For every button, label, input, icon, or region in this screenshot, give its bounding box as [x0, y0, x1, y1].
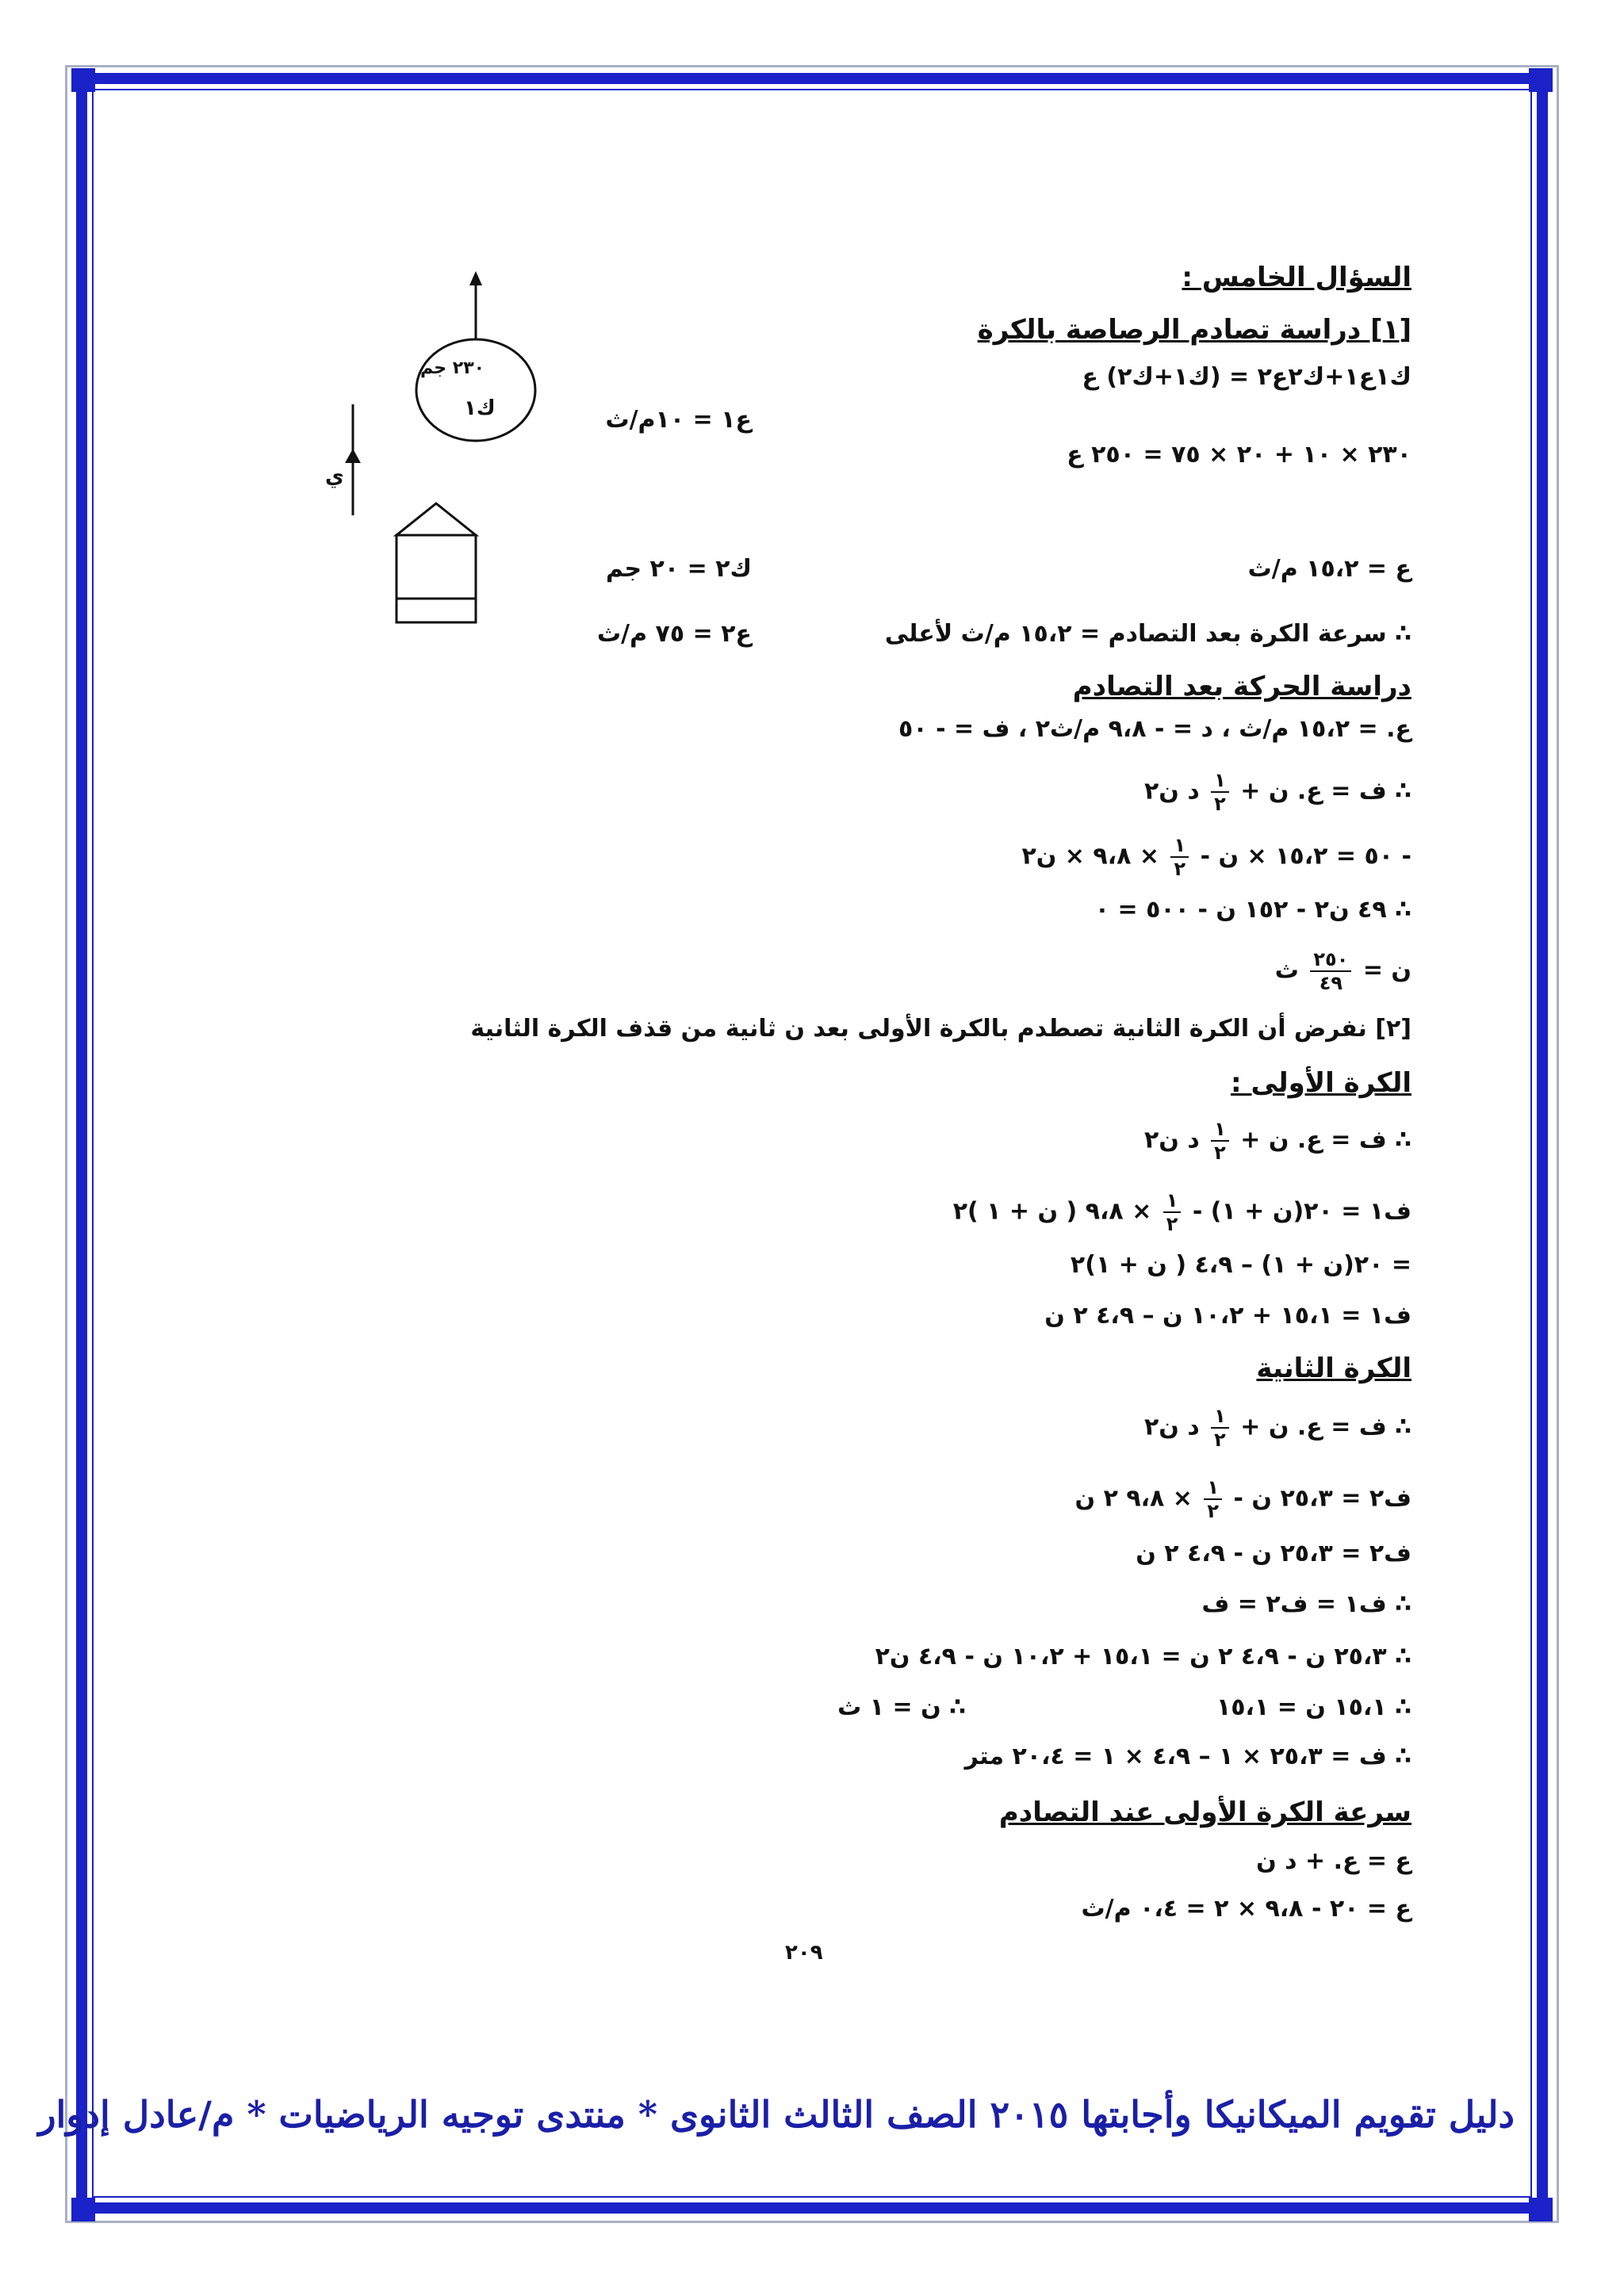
- time-result: ن = $\frac{٢٥٠}{٤٩}$ ث: [1274, 948, 1411, 994]
- axis-label: ي: [325, 465, 344, 488]
- given-velocity-2: ع٢ = ٧٥ م/ث: [596, 620, 752, 648]
- frame-corner: [71, 68, 95, 92]
- velocity-conclusion: ∴ سرعة الكرة بعد التصادم = ١٥،٢ م/ث لأعلى: [884, 620, 1411, 648]
- first-ball-heading: الكرة الأولى :: [1231, 1067, 1411, 1099]
- bullet-tip: [396, 503, 476, 535]
- motion-heading: دراسة الحركة بعد التصادم: [1072, 671, 1411, 702]
- question-title: السؤال الخامس :: [1182, 262, 1411, 293]
- half-fraction: $\frac{١}{٢}$: [1211, 769, 1229, 815]
- first-ball-simplified: = ٢٠(ن + ١) – ٤،٩ ( ن + ١)٢: [1070, 1251, 1411, 1279]
- half-fraction: $\frac{١}{٢}$: [1204, 1476, 1222, 1522]
- time-value: ∴ ن = ١ ث: [837, 1693, 966, 1721]
- motion-substitution: - ٥٠ = ١٥،٢ × ن - $\frac{١}{٢}$ × ٩،٨ × ن٢: [1021, 834, 1411, 880]
- page-number: ٢٠٩: [785, 1941, 823, 1965]
- footer-caption: دليل تقويم الميكانيكا وأجابتها ٢٠١٥ الصف الثالث الثانوى * منتدى توجيه الرياضيات * م/عادل إدوار: [38, 2093, 1515, 2136]
- collision-diagram: [309, 270, 579, 634]
- ball-circle: [416, 339, 535, 441]
- speed-heading: سرعة الكرة الأولى عند التصادم: [998, 1797, 1411, 1828]
- first-ball-substitution: ف١ = ٢٠(ن + ١) - $\frac{١}{٢}$ × ٩،٨ ( ن + ١ )٢: [952, 1189, 1411, 1235]
- second-ball-law: ∴ ف = ع. ن + $\frac{١}{٢}$ د ن٢: [1143, 1405, 1411, 1451]
- quadratic-equation: ∴ ٤٩ ن٢ - ١٥٢ ن - ٥٠٠ = ٠: [1094, 896, 1411, 924]
- second-ball-result: ف٢ = ٢٥،٣ ن - ٤،٩ ٢ ن: [1136, 1540, 1411, 1567]
- ball-mass-label: ٢٣٠ جم: [420, 358, 485, 378]
- collision-height: ∴ ف = ٢٥،٣ × ١ – ٤،٩ × ١ = ٢٠،٤ متر: [964, 1743, 1411, 1770]
- time-equation: ∴ ١٥،١ ن = ١٥،١: [1216, 1693, 1411, 1721]
- bullet-body: [396, 535, 476, 622]
- half-fraction: $\frac{١}{٢}$: [1163, 1189, 1182, 1235]
- time-fraction: $\frac{٢٥٠}{٤٩}$: [1310, 948, 1351, 994]
- half-fraction: $\frac{١}{٢}$: [1211, 1118, 1229, 1164]
- frame-corner: [71, 2198, 95, 2221]
- half-fraction: $\frac{١}{٢}$: [1170, 834, 1189, 880]
- second-ball-heading: الكرة الثانية: [1256, 1353, 1411, 1384]
- motion-law: ∴ ف = ع. ن + $\frac{١}{٢}$ د ن٢: [1143, 769, 1411, 815]
- frame-corner: [1529, 68, 1553, 92]
- first-ball-result: ف١ = ١٥،١ + ١٠،٢ ن – ٤،٩ ٢ ن: [1044, 1302, 1411, 1330]
- speed-law: ع = ع. + د ن: [1256, 1847, 1411, 1875]
- equal-displacement: ∴ ف١ = ف٢ = ف: [1201, 1590, 1411, 1618]
- momentum-substitution: ٢٣٠ × ١٠ + ٢٠ × ٧٥ = ٢٥٠ ع: [1067, 441, 1411, 469]
- part1-heading: [١] دراسة تصادم الرصاصة بالكرة: [977, 314, 1411, 346]
- half-fraction: $\frac{١}{٢}$: [1211, 1405, 1229, 1451]
- speed-result: ع = ٢٠ - ٩،٨ × ٢ = ٠،٤ م/ث: [1081, 1895, 1411, 1923]
- given-velocity-1: ع١ = ١٠م/ث: [605, 406, 752, 434]
- first-ball-law: ∴ ف = ع. ن + $\frac{١}{٢}$ د ن٢: [1143, 1118, 1411, 1164]
- momentum-equation: ك١ع١+ك٢ع٢ = (ك١+ك٢) ع: [1082, 363, 1411, 391]
- part2-statement: [٢] نفرض أن الكرة الثانية تصطدم بالكرة الأولى بعد ن ثانية من قذف الكرة الثانية: [470, 1015, 1411, 1043]
- frame-corner: [1529, 2198, 1553, 2221]
- velocity-result: ع = ١٥،٢ م/ث: [1247, 555, 1411, 583]
- ball-label: ك١: [464, 396, 496, 420]
- motion-given: ع. = ١٥،٢ م/ث ، د = - ٩،٨ م/ث٢ ، ف = - ٥٠: [898, 715, 1411, 743]
- given-mass-2: ك٢ = ٢٠ جم: [605, 555, 752, 583]
- second-ball-substitution: ف٢ = ٢٥،٣ ن - $\frac{١}{٢}$ × ٩،٨ ٢ ن: [1074, 1476, 1411, 1522]
- collision-equation: ∴ ٢٥،٣ ن - ٤،٩ ٢ ن = ١٥،١ + ١٠،٢ ن - ٤،٩ ن٢: [875, 1643, 1411, 1670]
